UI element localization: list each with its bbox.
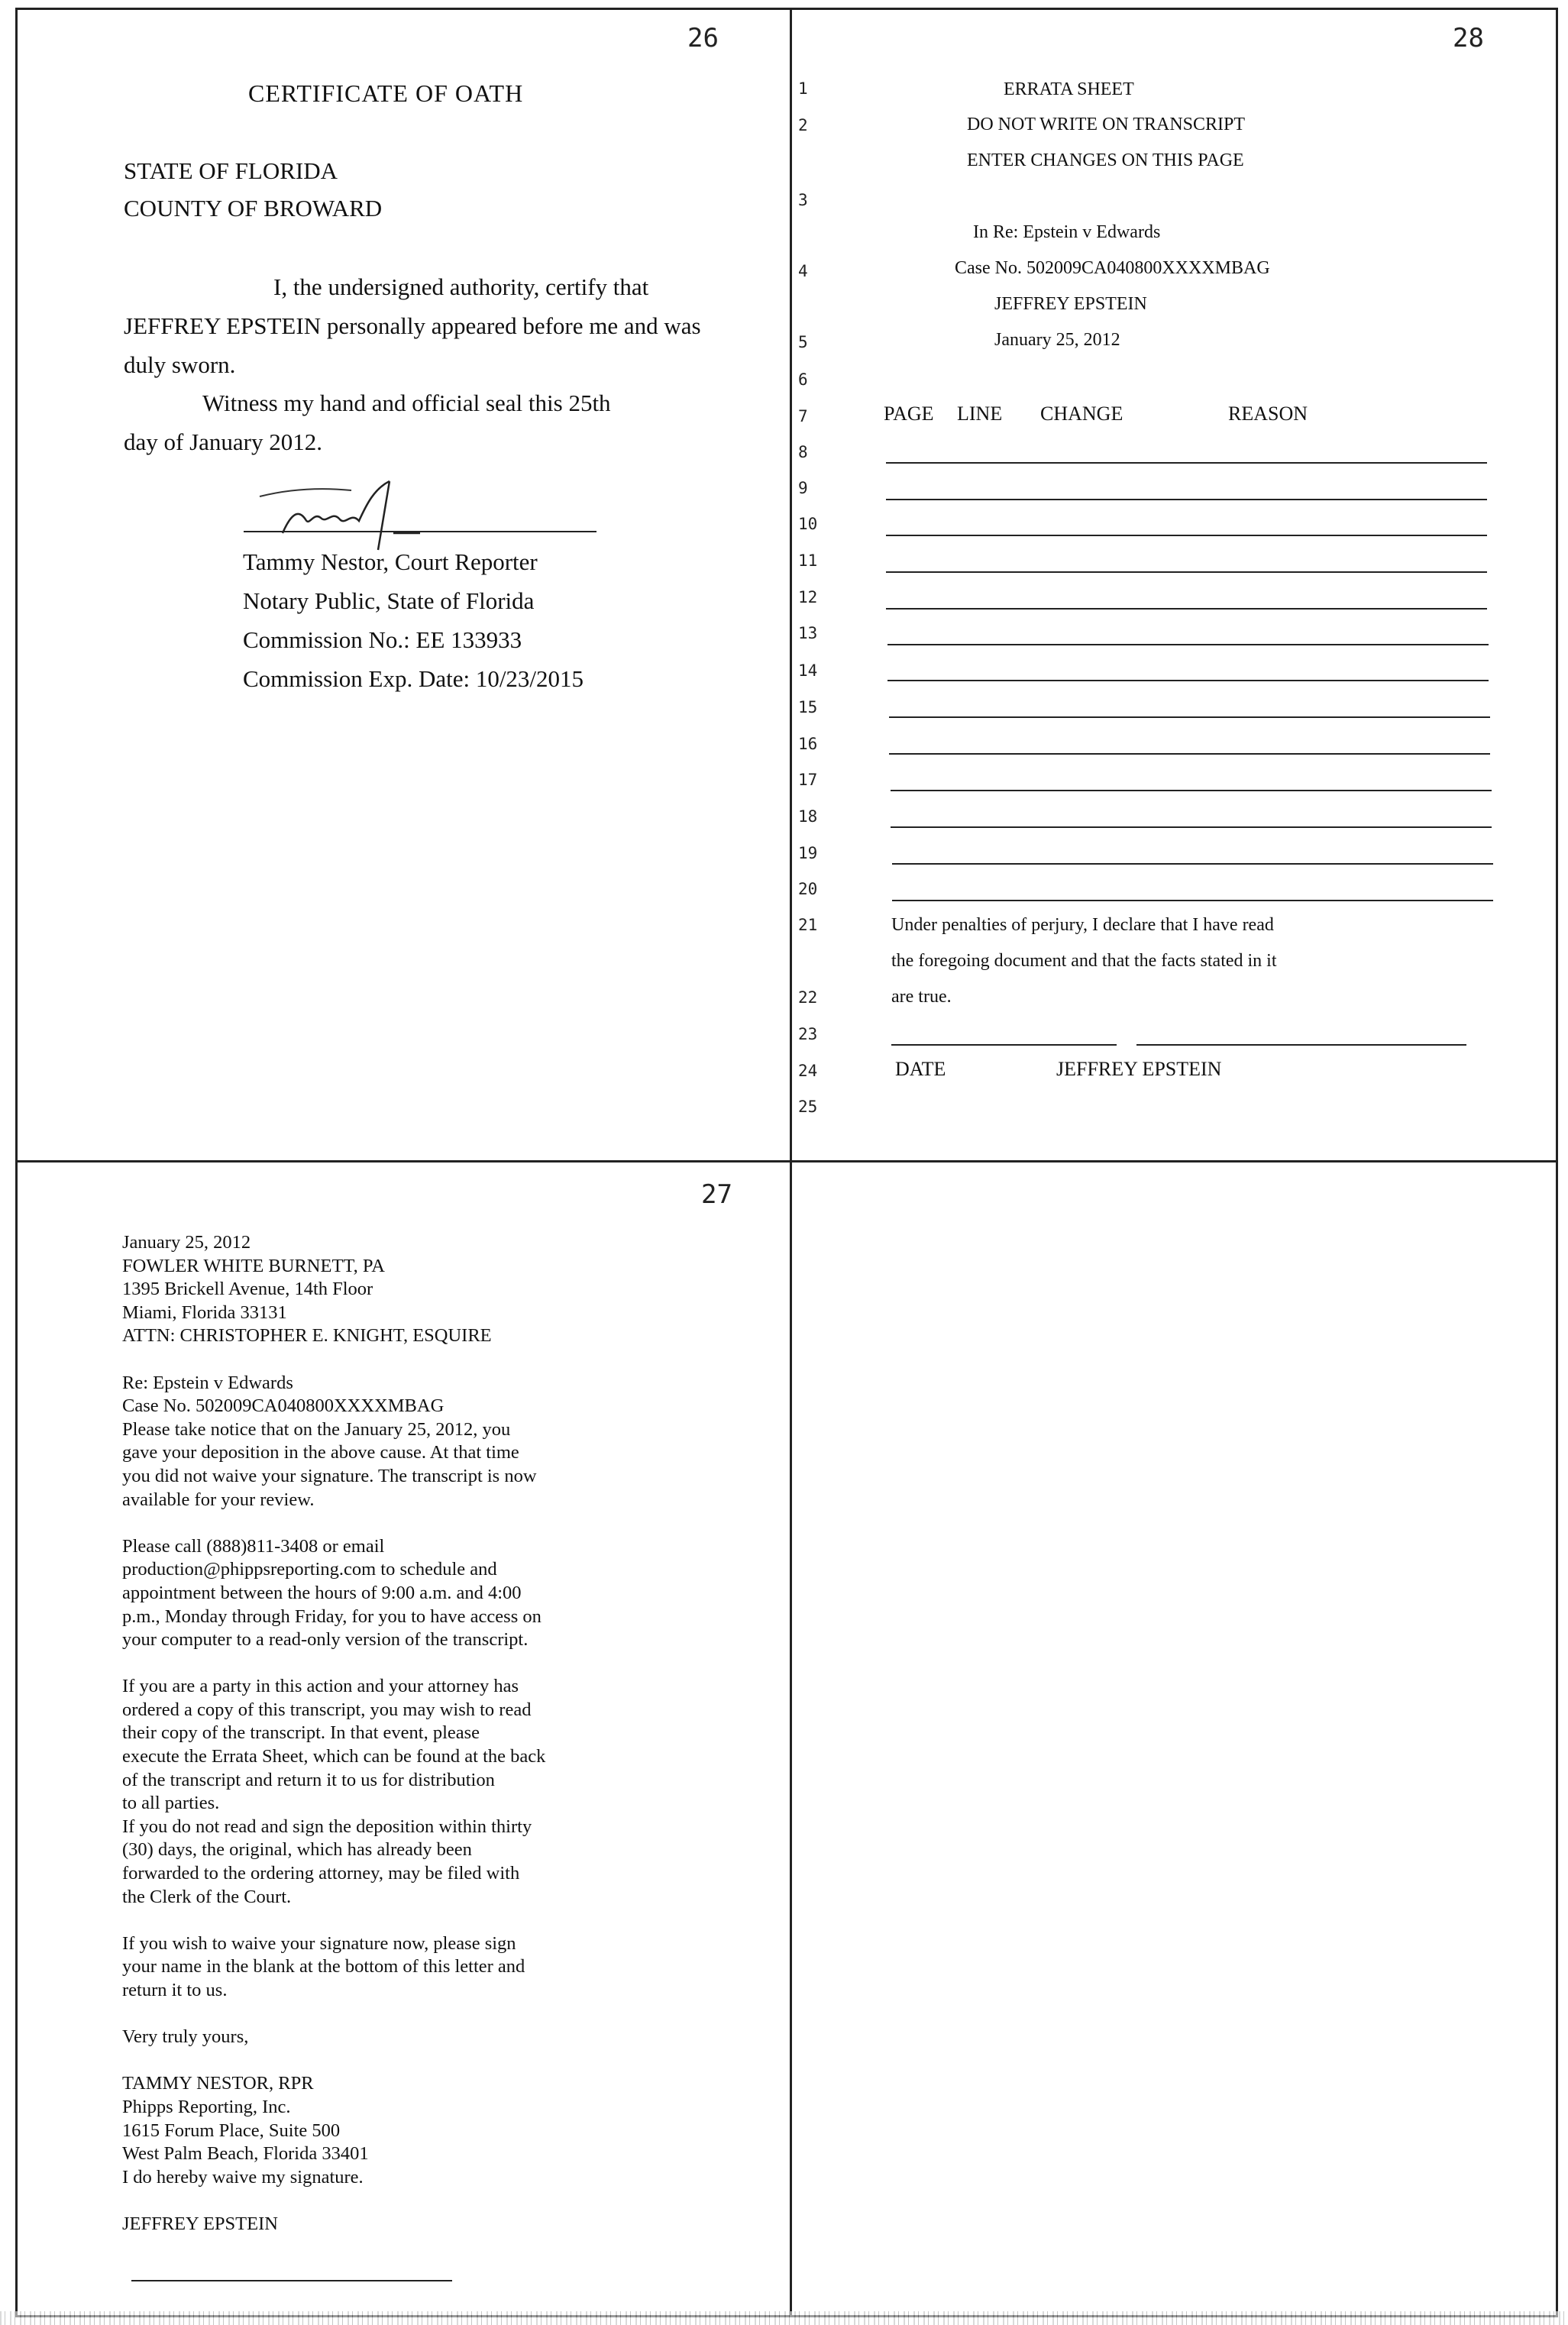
line-number: 4: [798, 262, 808, 280]
letter-line: ordered a copy of this transcript, you may wish to read: [122, 1699, 532, 1720]
errata-heading: DO NOT WRITE ON TRANSCRIPT: [967, 115, 1246, 134]
errata-entry-line[interactable]: [891, 790, 1492, 791]
line-number: 22: [798, 988, 818, 1007]
oath-text: duly sworn.: [124, 351, 236, 378]
column-header-change: CHANGE: [1040, 403, 1123, 425]
page-number: 26: [687, 23, 719, 53]
commission-number: Commission No.: EE 133933: [243, 626, 522, 653]
waiver-signature-line[interactable]: [131, 2280, 452, 2281]
letter-line: Please call (888)811-3408 or email: [122, 1535, 385, 1557]
letter-line: TAMMY NESTOR, RPR: [122, 2073, 314, 2094]
letter-line: forwarded to the ordering attorney, may be filed with: [122, 1863, 520, 1884]
letter-line: Please take notice that on the January 25, 2012, you: [122, 1418, 511, 1440]
case-number: Case No. 502009CA040800XXXXMBAG: [955, 258, 1270, 278]
deponent-signature-line[interactable]: [1136, 1044, 1466, 1046]
line-number: 20: [798, 880, 818, 898]
letter-line: January 25, 2012: [122, 1232, 251, 1253]
letter-line: of the transcript and return it to us for distribution: [122, 1769, 495, 1790]
line-number: 5: [798, 333, 808, 351]
line-number: 15: [798, 698, 818, 716]
signer-title: Notary Public, State of Florida: [243, 587, 535, 614]
line-number: 16: [798, 735, 818, 753]
line-number: 19: [798, 844, 818, 862]
errata-entry-line[interactable]: [886, 462, 1487, 464]
letter-line: Phipps Reporting, Inc.: [122, 2096, 291, 2117]
letter-spacer: [122, 1909, 733, 1932]
quadrant-divider-vertical: [790, 10, 792, 2315]
letter-line: If you wish to waive your signature now, please sign: [122, 1932, 516, 1954]
oath-text: JEFFREY EPSTEIN personally appeared before me and was: [124, 312, 701, 339]
line-number: 12: [798, 588, 818, 606]
errata-entry-line[interactable]: [889, 716, 1490, 718]
oath-text: Witness my hand and official seal this 25th: [202, 390, 611, 416]
letter-line: FOWLER WHITE BURNETT, PA: [122, 1255, 385, 1276]
date-signature-line[interactable]: [891, 1044, 1117, 1046]
line-number: 14: [798, 661, 818, 680]
letter-line: your computer to a read-only version of the transcript.: [122, 1629, 529, 1651]
signature-line: [244, 531, 596, 532]
scan-noise-strip: [0, 2311, 1568, 2325]
letter-line: (30) days, the original, which has already been: [122, 1839, 472, 1861]
oath-text: I, the undersigned authority, certify that: [273, 273, 649, 300]
letter-line: p.m., Monday through Friday, for you to have access on: [122, 1606, 542, 1627]
oath-text: day of January 2012.: [124, 428, 322, 455]
errata-entry-line[interactable]: [886, 571, 1487, 573]
deposition-date: January 25, 2012: [994, 330, 1120, 350]
letter-line: their copy of the transcript. In that event, please: [122, 1722, 480, 1744]
errata-entry-line[interactable]: [892, 863, 1493, 865]
errata-entry-line[interactable]: [891, 826, 1492, 828]
letter-line: to all parties.: [122, 1793, 220, 1814]
column-header-reason: REASON: [1228, 403, 1308, 425]
line-number: 23: [798, 1025, 818, 1043]
column-header-line: LINE: [957, 403, 1003, 425]
letter-line: appointment between the hours of 9:00 a.m. and 4:00: [122, 1582, 522, 1603]
line-number: 10: [798, 515, 818, 533]
line-number: 2: [798, 116, 808, 134]
errata-entry-line[interactable]: [892, 900, 1493, 901]
letter-spacer: [122, 1652, 733, 1676]
perjury-declaration: Under penalties of perjury, I declare that I have read: [891, 915, 1274, 935]
letter-line: Miami, Florida 33131: [122, 1302, 287, 1323]
line-number: 21: [798, 916, 818, 934]
line-number: 18: [798, 807, 818, 826]
letter-line: production@phippsreporting.com to schedule and: [122, 1559, 497, 1580]
line-number: 1: [798, 79, 808, 98]
perjury-declaration: the foregoing document and that the facts stated in it: [891, 951, 1277, 971]
errata-entry-line[interactable]: [887, 680, 1489, 681]
letter-line: If you do not read and sign the deposition within thirty: [122, 1816, 532, 1837]
errata-entry-line[interactable]: [887, 644, 1489, 645]
state-line: STATE OF FLORIDA: [124, 157, 338, 184]
date-label: DATE: [895, 1058, 946, 1080]
column-header-page: PAGE: [884, 403, 934, 425]
letter-line: I do hereby waive my signature.: [122, 2166, 364, 2188]
letter-line: your name in the blank at the bottom of this letter and: [122, 1956, 525, 1977]
letter-spacer: [122, 2003, 733, 2026]
errata-heading: ERRATA SHEET: [1004, 79, 1134, 99]
line-number: 17: [798, 771, 818, 789]
county-line: COUNTY OF BROWARD: [124, 195, 383, 222]
letter-spacer: [122, 2189, 733, 2213]
letter-line: execute the Errata Sheet, which can be found at the back: [122, 1746, 546, 1767]
letter-spacer: [122, 1348, 733, 1372]
commission-expiry: Commission Exp. Date: 10/23/2015: [243, 665, 584, 692]
page-number: 27: [701, 1179, 732, 1210]
line-number: 13: [798, 624, 818, 642]
letter-spacer: [122, 1512, 733, 1535]
errata-heading: ENTER CHANGES ON THIS PAGE: [967, 150, 1244, 170]
line-number: 3: [798, 191, 808, 209]
deponent-label: JEFFREY EPSTEIN: [1056, 1058, 1222, 1080]
line-number: 7: [798, 407, 808, 425]
letter-line: return it to us.: [122, 1980, 228, 2000]
letter-line: 1395 Brickell Avenue, 14th Floor: [122, 1279, 373, 1300]
letter-line: the Clerk of the Court.: [122, 1886, 292, 1907]
errata-entry-line[interactable]: [886, 608, 1487, 610]
line-number: 8: [798, 443, 808, 461]
letter-line: you did not waive your signature. The transcript is now: [122, 1465, 537, 1486]
letter-line: West Palm Beach, Florida 33401: [122, 2143, 369, 2165]
perjury-declaration: are true.: [891, 987, 952, 1007]
line-number: 25: [798, 1098, 818, 1116]
letter-line: gave your deposition in the above cause. At that time: [122, 1442, 519, 1463]
letter-line: Very truly yours,: [122, 2026, 249, 2048]
letter-line: If you are a party in this action and your attorney has: [122, 1676, 519, 1697]
letter-line: available for your review.: [122, 1489, 315, 1510]
notice-letter: [122, 1231, 733, 2236]
line-number: 24: [798, 1062, 818, 1080]
letter-line: Re: Epstein v Edwards: [122, 1372, 293, 1393]
certificate-title: CERTIFICATE OF OATH: [248, 79, 524, 107]
line-number: 6: [798, 370, 808, 389]
letter-spacer: [122, 2049, 733, 2073]
letter-line: JEFFREY EPSTEIN: [122, 2213, 278, 2234]
case-caption: In Re: Epstein v Edwards: [973, 222, 1161, 242]
letter-line: 1615 Forum Place, Suite 500: [122, 2120, 341, 2141]
deponent-name: JEFFREY EPSTEIN: [994, 294, 1147, 314]
errata-entry-line[interactable]: [886, 535, 1487, 536]
reporter-signature: [237, 474, 435, 558]
letter-line: ATTN: CHRISTOPHER E. KNIGHT, ESQUIRE: [122, 1325, 492, 1347]
letter-line: Case No. 502009CA040800XXXXMBAG: [122, 1395, 445, 1417]
errata-entry-line[interactable]: [889, 753, 1490, 755]
line-number: 11: [798, 551, 818, 570]
signer-name: Tammy Nestor, Court Reporter: [243, 548, 538, 575]
errata-entry-line[interactable]: [886, 499, 1487, 500]
line-number: 9: [798, 479, 808, 497]
quadrant-divider-horizontal: [18, 1160, 1556, 1162]
page-number: 28: [1453, 23, 1484, 53]
